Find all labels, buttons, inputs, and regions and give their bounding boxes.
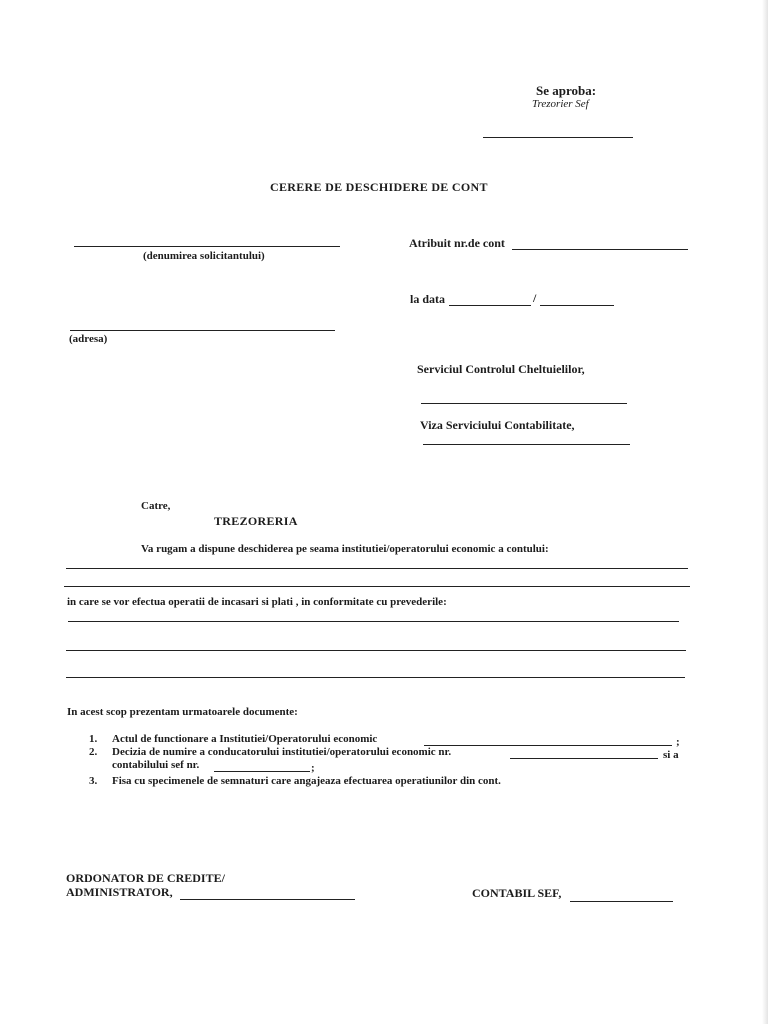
provisions-fill-line-3	[66, 677, 685, 678]
doc-item-2-cont-end: ;	[311, 762, 315, 774]
authorizing-officer-label: ORDONATOR DE CREDITE/	[66, 871, 225, 885]
expense-control-line	[421, 403, 627, 404]
doc-item-2-line	[510, 758, 658, 759]
date-line-2	[540, 305, 614, 306]
approval-role: Trezorier Sef	[532, 98, 589, 110]
document-title: CERERE DE DESCHIDERE DE CONT	[270, 180, 488, 194]
accounting-visa-label: Viza Serviciului Contabilitate,	[420, 418, 575, 432]
applicant-name-line	[74, 246, 340, 247]
accounting-visa-line	[423, 444, 630, 445]
doc-item-2-end: si a	[663, 749, 679, 761]
provisions-fill-line-2	[66, 650, 686, 651]
doc-item-3-number: 3.	[89, 775, 98, 787]
address-label: (adresa)	[69, 333, 108, 345]
approval-label: Se aproba:	[536, 83, 597, 98]
date-separator: /	[533, 291, 537, 305]
chief-accountant-signature-line	[570, 901, 673, 902]
address-line	[70, 330, 335, 331]
account-fill-line-1	[66, 568, 688, 569]
request-line-2: in care se vor efectua operatii de incasari si plati , in conformitate cu prevederile:	[67, 596, 447, 608]
account-fill-line-2	[64, 586, 690, 587]
date-label: la data	[410, 292, 446, 306]
doc-item-1-end: ;	[676, 736, 680, 748]
doc-item-1-line	[424, 745, 672, 746]
chief-accountant-label: CONTABIL SEF,	[472, 886, 562, 900]
date-line-1	[449, 305, 531, 306]
assigned-account-label: Atribuit nr.de cont	[409, 236, 505, 250]
doc-item-2-number: 2.	[89, 746, 98, 758]
doc-item-3-text: Fisa cu specimenele de semnaturi care angajeaza efectuarea operatiunilor din cont.	[112, 775, 501, 787]
doc-item-2-cont-line	[214, 771, 310, 772]
expense-control-label: Serviciul Controlul Cheltuielilor,	[417, 362, 585, 376]
doc-item-2-continuation: contabilului sef nr.	[112, 759, 200, 771]
scan-edge-shadow	[762, 0, 768, 1024]
documents-intro: In acest scop prezentam urmatoarele documente:	[67, 706, 298, 718]
to-label: Catre,	[141, 500, 171, 512]
approval-signature-line	[483, 137, 633, 138]
request-line-1: Va rugam a dispune deschiderea pe seama institutiei/operatorului economic a contului:	[141, 543, 549, 555]
doc-item-2-text: Decizia de numire a conducatorului institutiei/operatorului economic nr.	[112, 746, 452, 758]
provisions-fill-line-1	[68, 621, 679, 622]
administrator-signature-line	[180, 899, 355, 900]
doc-item-1-number: 1.	[89, 733, 98, 745]
applicant-name-label: (denumirea solicitantului)	[143, 250, 265, 262]
assigned-account-line	[512, 249, 688, 250]
doc-item-1-text: Actul de functionare a Institutiei/Operatorului economic	[112, 733, 378, 745]
administrator-label: ADMINISTRATOR,	[66, 885, 173, 899]
treasury-label: TREZORERIA	[214, 514, 298, 528]
